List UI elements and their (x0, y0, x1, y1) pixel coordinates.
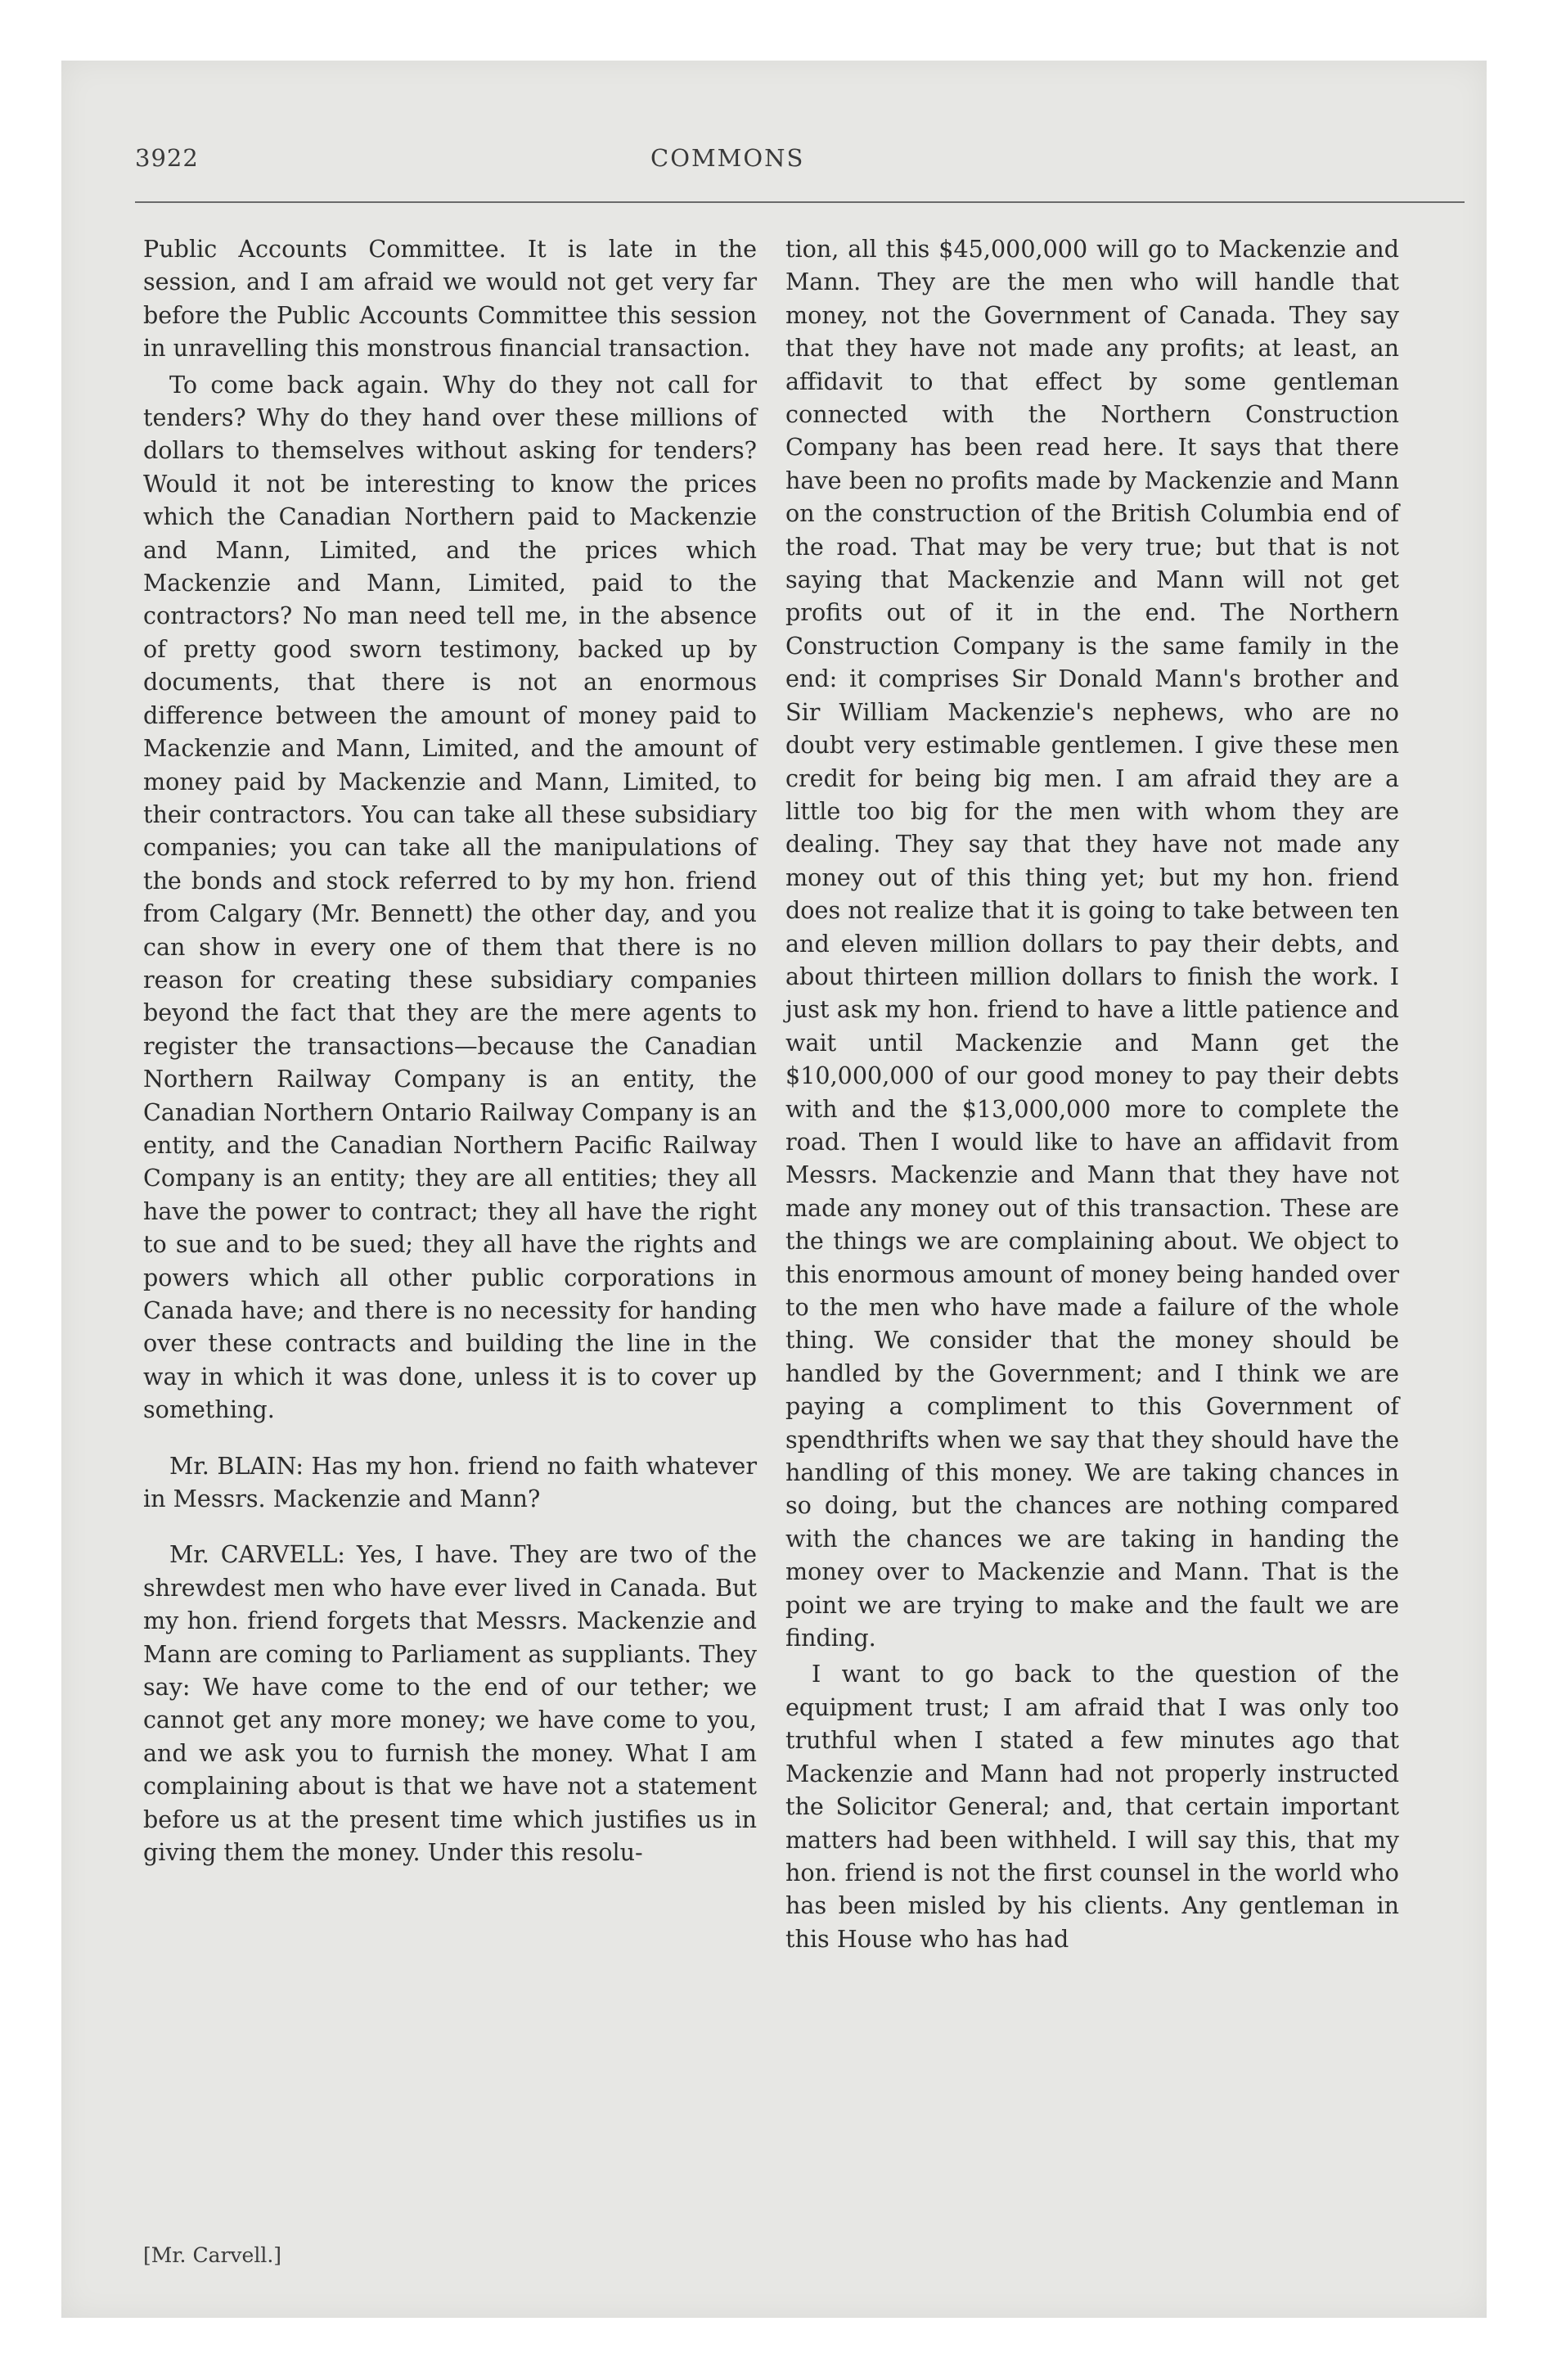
carvell-speech: Mr. CARVELL: Yes, I have. They are two of the shrewdest men who have ever lived in Canada. But my hon. friend forgets that Messrs. Mackenzie and Mann are coming to Parliament as suppliants. They say: We have come to the end of our tether; we cannot get any more money; we have come to you, and we ask you to furnish the money. What I am complaining about is that we have not a statement before us at the present time which justifies us in giving them the money. Under this resolu- (143, 1540, 757, 1867)
blain-speech: Mr. BLAIN: Has my hon. friend no faith whatever in Messrs. Mackenzie and Mann? (143, 1451, 757, 1513)
header-rule (135, 201, 1465, 203)
left-paragraph-2: To come back again. Why do they not call for tenders? Why do they hand over these millions of dollars to themselves without asking for tenders? Would it not be interesting to know the prices which the Canadian Northern paid to Mackenzie and Mann, Limited, and the prices which Mackenzie and Mann, Limited, paid to the contractors? No man need tell me, in the absence of pretty good sworn testimony, backed up by documents, that there is not an enormous difference between the amount of money paid to Mackenzie and Mann, Limited, and the amount of money paid by Mackenzie and Mann, Limited, to their contractors. You can take all these subsidiary companies; you can take all the manipulations of the bonds and stock referred to by my hon. friend from Calgary (Mr. Bennett) the other day, and you can show in every one of them that there is no reason for creating these subsidiary companies beyond the fact that they are the mere agents to register the transactions—because the Canadian Northern Railway Company is an entity, the Canadian Northern Ontario Railway Company is an entity, and the Canadian Northern Pacific Railway Company is an entity; they are all entities; they all have the power to contract; they all have the right to sue and to be sued; they all have the rights and powers which all other public corporations in Canada have; and there is no necessity for handing over these contracts and building the line in the way in which it was done, unless it is to cover up something. (143, 370, 757, 1424)
scanned-page (61, 61, 1487, 2318)
footer-speaker: [Mr. Carvell.] (143, 2243, 282, 2267)
right-paragraph-2: I want to go back to the question of the equipment trust; I am afraid that I was only too truthful when I stated a few minutes ago that Mackenzie and Mann had not properly instructed the Solicitor General; and, that certain important matters had been withheld. I will say this, that my hon. friend is not the first counsel in the world who has been misled by his clients. Any gentleman in this House who has had (785, 1660, 1399, 1953)
left-paragraph-1: Public Accounts Committee. It is late in the session, and I am afraid we would not get very far before the Public Accounts Committee this session in unravelling this monstrous financial transaction. (143, 235, 757, 363)
right-column (785, 232, 1399, 1955)
page-number: 3922 (135, 144, 199, 172)
hansard-page (61, 61, 1487, 2318)
left-column (143, 232, 757, 1869)
running-head: COMMONS (650, 144, 805, 172)
right-paragraph-1: tion, all this $45,000,000 will go to Mackenzie and Mann. They are the men who will handle that money, not the Government of Canada. They say that they have not made any profits; at least, an affidavit to that effect by some gentleman connected with the Northern Construction Company has been read here. It says that there have been no profits made by Mackenzie and Mann on the construction of the British Columbia end of the road. That may be very true; but that is not saying that Mackenzie and Mann will not get profits out of it in the end. The Northern Construction Company is the same family in the end: it comprises Sir Donald Mann's brother and Sir William Mackenzie's nephews, who are no doubt very estimable gentlemen. I give these men credit for being big men. I am afraid they are a little too big for the men with whom they are dealing. They say that they have not made any money out of this thing yet; but my hon. friend does not realize that it is going to take between ten and eleven million dollars to pay their debts, and about thirteen million dollars to finish the work. I just ask my hon. friend to have a little patience and wait until Mackenzie and Mann get the $10,000,000 of our good money to pay their debts with and the $13,000,000 more to complete the road. Then I would like to have an affidavit from Messrs. Mackenzie and Mann that they have not made any money out of this transaction. These are the things we are complaining about. We object to this enormous amount of money being handed over to the men who have made a failure of the whole thing. We consider that the money should be handled by the Government; and I think we are paying a compliment to this Government of spendthrifts when we say that they should have the handling of this money. We are taking chances in so doing, but the chances are nothing compared with the chances we are taking in handing the money over to Mackenzie and Mann. That is the point we are trying to make and the fault we are finding. (785, 235, 1399, 1652)
